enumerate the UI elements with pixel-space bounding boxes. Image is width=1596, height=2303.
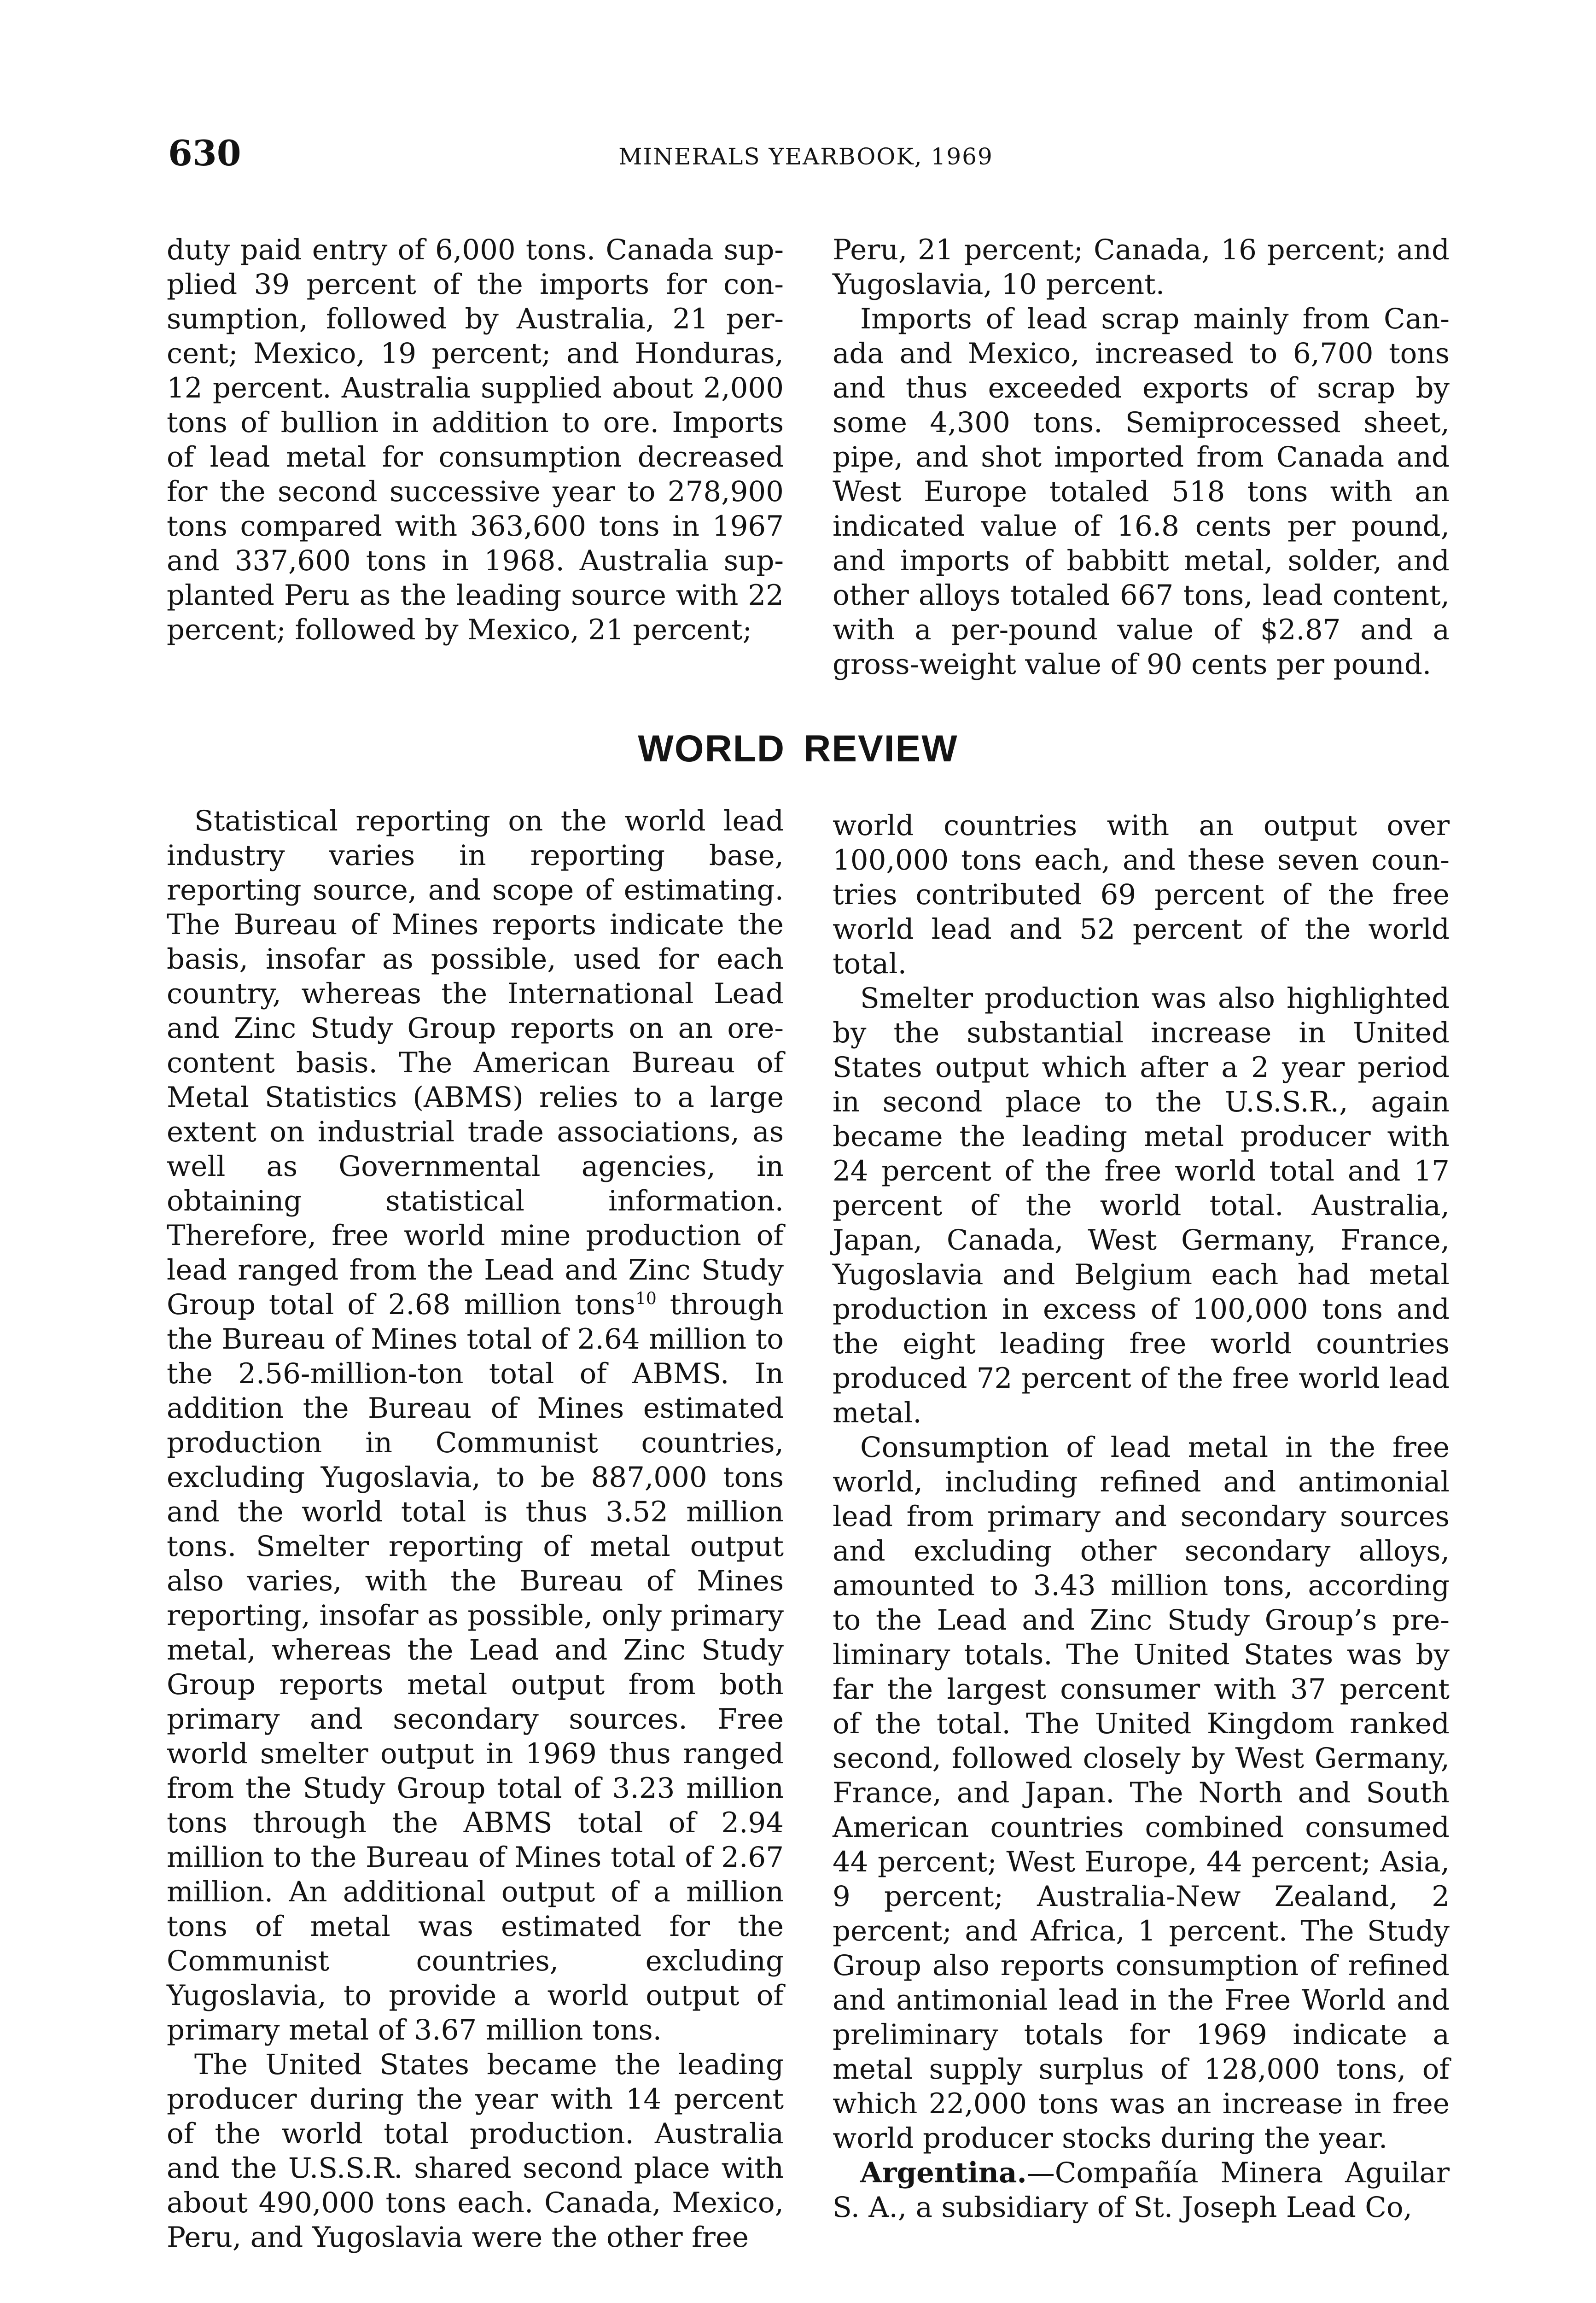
footnote-reference: 10 <box>635 1289 657 1309</box>
paragraph <box>167 804 784 2047</box>
running-title: MINERALS YEARBOOK, 1969 <box>618 143 993 170</box>
bottom-left-column <box>167 804 784 2255</box>
top-left-column <box>167 233 784 647</box>
country-name: Argentina. <box>860 2157 1027 2189</box>
paragraph: Peru, 21 percent; Canada, 16 percent; and Yugoslavia, 10 percent. <box>833 234 1450 301</box>
paragraph: Smelter production was also highlighted by the substantial increase in United States output which after a 2 year period in second place to the U.S.S.R., again became the leading metal producer with 24 percent of the free world total and 17 percent of the world total. Australia, Japan, Canada, West Germany, France, Yugoslavia and Belgium each had metal production in excess of 100,000 tons and the eight leading free world countries produced 72 percent of the free world lead metal. <box>833 982 1450 1429</box>
section-heading-word: WORLD <box>638 728 786 770</box>
paragraph-text: through the Bureau of Mines total of 2.64 million to the 2.56-million-ton total of ABMS. In addition the Bureau of Mines estimated production in Communist countries, excluding Yugoslavia, to be 887,000 tons and the world total is thus 3.52 million tons. Smelter reporting of metal output also varies, with the Bureau of Mines reporting, insofar as possible, only primary metal, whereas the Lead and Zinc Study Group reports metal output from both primary and secondary sources. Free world smelter output in 1969 thus ranged from the Study Group total of 3.23 million tons through the ABMS total of 2.94 million to the Bureau of Mines total of 2.67 million. An additional output of a million tons of metal was estimated for the Communist countries, excluding Yugoslavia, to provide a world output of primary metal of 3.67 million tons. <box>167 1288 784 2046</box>
paragraph: world countries with an output over 100,000 tons each, and these seven countries contributed 69 percent of the free world lead and 52 percent of the world total. <box>833 809 1450 980</box>
paragraph-text: Statistical reporting on the world lead industry varies in reporting base, reporting source, and scope of estimating. The Bureau of Mines reports indicate the basis, insofar as possible, used for each country, whereas the International Lead and Zinc Study Group reports on an ore-content basis. The American Bureau of Metal Statistics (ABMS) relies to a large extent on industrial trade associations, as well as Governmental agencies, in obtaining statistical information. Therefore, free world mine production of lead ranged from the Lead and Zinc Study Group total of 2.68 million tons <box>167 805 784 1321</box>
section-heading <box>0 730 1596 768</box>
section-heading-word: REVIEW <box>804 728 958 770</box>
paragraph <box>833 2156 1450 2225</box>
paragraph: duty paid entry of 6,000 tons. Canada supplied 39 percent of the imports for consumption, followed by Australia, 21 percent; Mexico, 19 percent; and Honduras, 12 percent. Australia supplied about 2,000 tons of bullion in addition to ore. Imports of lead metal for consumption decreased for the second successive year to 278,900 tons compared with 363,600 tons in 1967 and 337,600 tons in 1968. Australia supplanted Peru as the leading source with 22 percent; followed by Mexico, 21 percent; <box>167 234 784 646</box>
paragraph: Imports of lead scrap mainly from Canada and Mexico, increased to 6,700 tons and thus exceeded exports of scrap by some 4,300 tons. Semiprocessed sheet, pipe, and shot imported from Canada and West Europe totaled 518 tons with an indicated value of 16.8 cents per pound, and imports of babbitt metal, solder, and other alloys totaled 667 tons, lead content, with a per-pound value of $2.87 and a gross-weight value of 90 cents per pound. <box>833 303 1450 681</box>
page-number: 630 <box>168 133 241 174</box>
top-right-column <box>833 233 1450 682</box>
paragraph-text: —Compañía Minera Aguilar S. A., a subsidiary of St. Joseph Lead Co, <box>833 2157 1450 2224</box>
paragraph: The United States became the leading producer during the year with 14 percent of the world total production. Australia and the U.S.S.R. shared second place with about 490,000 tons each. Canada, Mexico, Peru, and Yugoslavia were the other free <box>167 2048 784 2254</box>
bottom-right-column <box>833 808 1450 2225</box>
paragraph: Consumption of lead metal in the free world, including refined and antimonial lead from primary and secondary sources and excluding other secondary alloys, amounted to 3.43 million tons, according to the Lead and Zinc Study Group’s preliminary totals. The United States was by far the largest consumer with 37 percent of the total. The United Kingdom ranked second, followed closely by West Germany, France, and Japan. The North and South American countries combined consumed 44 percent; West Europe, 44 percent; Asia, 9 percent; Australia-New Zealand, 2 percent; and Africa, 1 percent. The Study Group also reports consumption of refined and antimonial lead in the Free World and preliminary totals for 1969 indicate a metal supply surplus of 128,000 tons, of which 22,000 tons was an increase in free world producer stocks during the year. <box>833 1431 1450 2155</box>
